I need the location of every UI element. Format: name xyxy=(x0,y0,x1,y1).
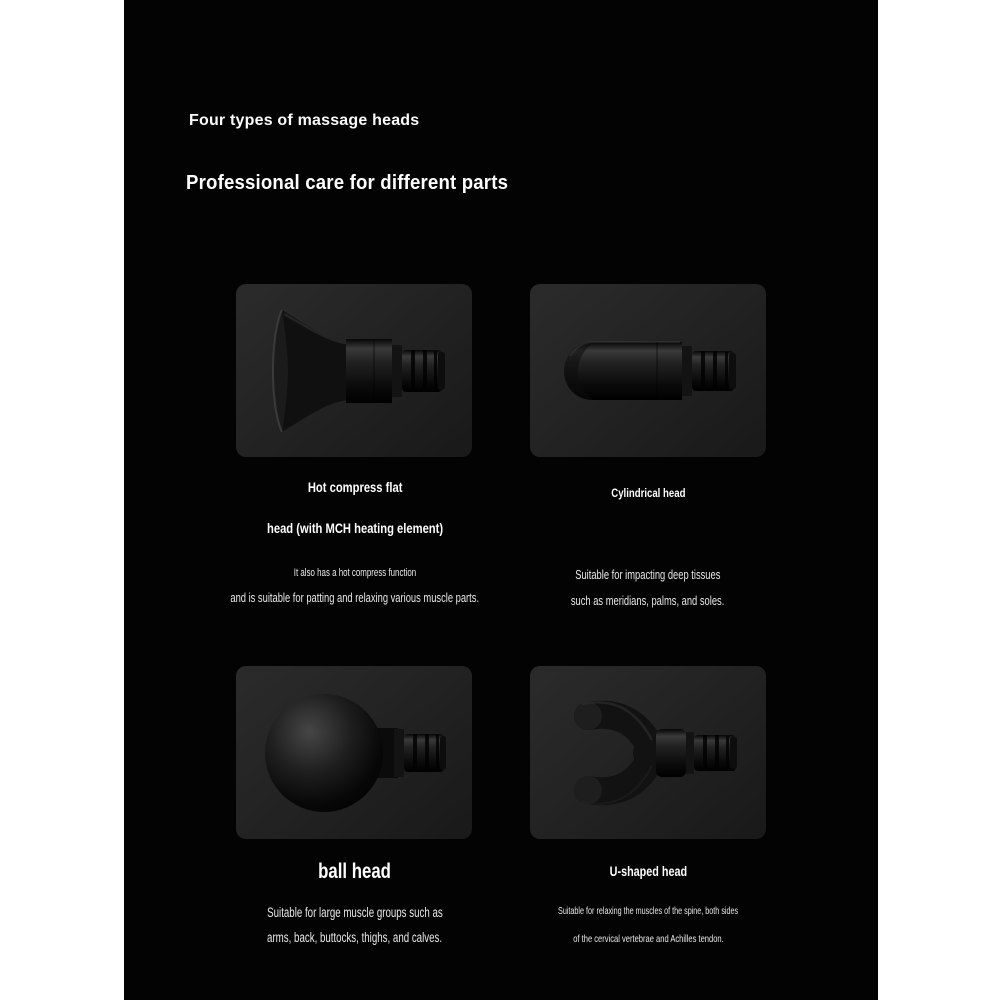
card1-title-line2: head (with MCH heating element) xyxy=(266,520,444,536)
ball-head-image xyxy=(236,666,472,839)
card1-description-line1: It also has a hot compress function xyxy=(293,567,417,579)
flat-head-image xyxy=(236,284,472,457)
card3-title: ball head xyxy=(318,860,392,883)
section-title-text: Professional care for different parts xyxy=(186,172,509,194)
card1-title-line1: Hot compress flat xyxy=(307,479,403,495)
section-subtitle: Four types of massage heads xyxy=(189,112,420,129)
cylindrical-head-image xyxy=(530,284,766,457)
u-shaped-head-image xyxy=(530,666,766,839)
card2-title: Cylindrical head xyxy=(610,486,686,500)
card3-description-line2: arms, back, buttocks, thighs, and calves. xyxy=(267,930,443,945)
card2-description-line2: such as meridians, palms, and soles. xyxy=(571,593,725,608)
card4-title: U-shaped head xyxy=(609,864,687,879)
card4-description-line2: of the cervical vertebrae and Achilles tendon. xyxy=(572,933,724,945)
card-cylindrical-head xyxy=(530,284,766,457)
product-infographic-panel xyxy=(124,0,878,1000)
card1-description-line2: and is suitable for patting and relaxing various muscle parts. xyxy=(230,590,480,605)
card-hot-compress-flat-head xyxy=(236,284,472,457)
card-ball-head xyxy=(236,666,472,839)
section-title xyxy=(186,172,532,195)
card3-description-line1: Suitable for large muscle groups such as xyxy=(267,905,443,920)
card-u-shaped-head xyxy=(530,666,766,839)
card4-description-line1: Suitable for relaxing the muscles of the spine, both sides xyxy=(557,906,739,917)
card2-description-line1: Suitable for impacting deep tissues xyxy=(575,567,721,582)
